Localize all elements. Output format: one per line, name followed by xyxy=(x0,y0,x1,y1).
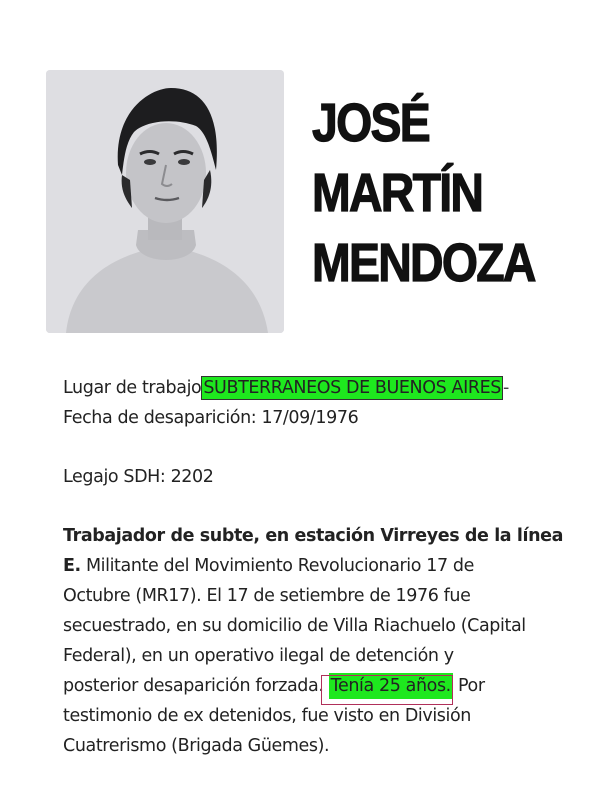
name-line-third: MENDOZA xyxy=(312,233,535,293)
name-line-second: MARTÍN xyxy=(312,163,483,223)
age-highlight xyxy=(329,673,453,699)
bio-line-8: Cuatrerismo (Brigada Güemes). xyxy=(63,736,330,756)
bio-line-1: Trabajador de subte, en estación Virreyes de la línea xyxy=(63,526,564,546)
name-line-first: JOSÉ xyxy=(312,93,430,153)
portrait-photo xyxy=(46,70,284,333)
bio-line-6-pre: posterior desaparición forzada. xyxy=(63,676,324,696)
person-name xyxy=(312,88,553,298)
bio-line-2-bold: E. xyxy=(63,556,81,576)
bio-line-7: testimonio de ex detenidos, fue visto en División xyxy=(63,706,471,726)
bio-line-2 xyxy=(63,551,543,581)
details-section xyxy=(63,373,564,761)
workplace-label: Lugar de trabajo xyxy=(63,378,202,398)
workplace-value: SUBTERRANEOS DE BUENOS AIRES xyxy=(203,378,501,398)
bio-line-5: Federal), en un operativo ilegal de detención y xyxy=(63,646,454,666)
bio-line-2-rest: Militante del Movimiento Revolucionario 17 de xyxy=(80,556,474,576)
workplace-suffix: - xyxy=(502,378,509,398)
file-number: Legajo SDH: 2202 xyxy=(63,467,214,487)
bio-line-6 xyxy=(63,671,543,701)
workplace-line xyxy=(63,373,543,403)
age-text: Tenía 25 años. xyxy=(330,676,451,696)
disappearance-date: Fecha de desaparición: 17/09/1976 xyxy=(63,408,359,428)
bio-line-6-post: Por xyxy=(452,676,485,696)
bio-line-3: Octubre (MR17). El 17 de setiembre de 1976 fue xyxy=(63,586,471,606)
biography xyxy=(63,521,564,761)
bio-line-4: secuestrado, en su domicilio de Villa Riachuelo (Capital xyxy=(63,616,526,636)
workplace-highlight xyxy=(201,376,503,400)
